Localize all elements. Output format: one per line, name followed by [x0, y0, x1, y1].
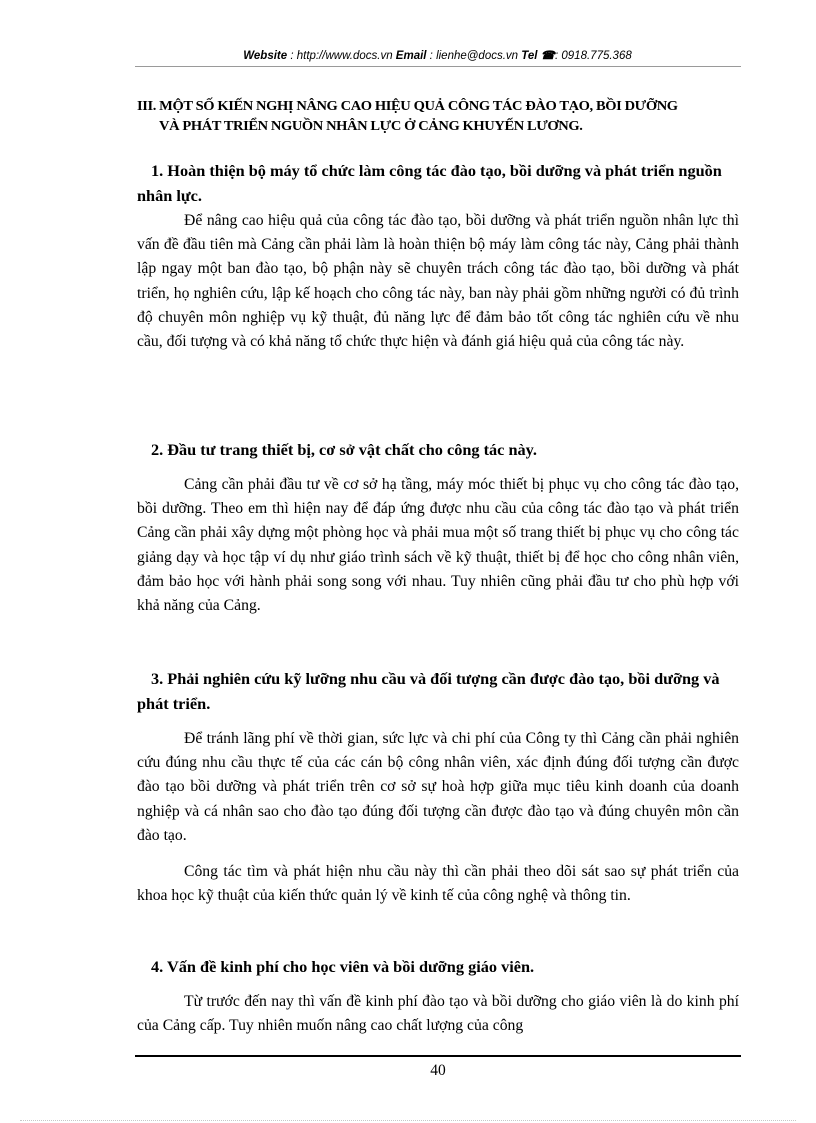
header-divider [135, 66, 741, 67]
section-title [137, 96, 747, 136]
heading-1: 1. Hoàn thiện bộ máy tổ chức làm công tác đào tạo, bồi dưỡng và phát triển nguồn nhân lực. [137, 161, 722, 205]
page-number: 40 [430, 1062, 446, 1079]
heading-4: 4. Vấn đề kinh phí cho học viên và bồi dưỡng giáo viên. [151, 957, 535, 976]
heading-2: 2. Đầu tư trang thiết bị, cơ sở vật chất cho công tác này. [151, 440, 537, 459]
paragraph-1: Để nâng cao hiệu quả của công tác đào tạo, bồi dưỡng và phát triển nguồn nhân lực thì vấn đề đầu tiên mà Cảng cần phải làm là hoàn thiện bộ máy làm công tác này, Cảng phải thành lập ngay một ban đào tạo, bộ phận này sẽ chuyên trách công tác đào tạo, bồi dưỡng và phát triển, họ nghiên cứu, lập kế hoạch cho công tác này, ban này phải gồm những người có đủ trình độ chuyên môn nghiệp vụ kỹ thuật, đủ năng lực để đảm bảo tốt công tác nghiên cứu về nhu cầu, đối tượng và có khả năng tổ chức thực hiện và đánh giá hiệu quả của công tác này. [137, 212, 739, 351]
website-label: Website [243, 50, 288, 62]
paragraph-4: Công tác tìm và phát hiện nhu cầu này thì cần phải theo dõi sát sao sự phát triển của khoa học kỹ thuật của kiến thức quản lý về kinh tế của công nghệ và thông tin. [137, 863, 739, 905]
footer-divider [135, 1055, 741, 1057]
section-title-line-2: VÀ PHÁT TRIỂN NGUỒN NHÂN LỰC Ở CẢNG KHUYẾN LƯƠNG. [159, 119, 583, 134]
phone-icon: ☎ [540, 50, 555, 62]
email-label: Email [395, 50, 427, 62]
heading-3: 3. Phải nghiên cứu kỹ lưỡng nhu cầu và đối tượng cần được đào tạo, bồi dưỡng và phát triển. [137, 669, 720, 713]
paragraph-2: Cảng cần phải đầu tư về cơ sở hạ tầng, máy móc thiết bị phục vụ cho công tác đào tạo, bồi dưỡng. Theo em thì hiện nay để đáp ứng được nhu cầu của công tác đào tạo và phát triển Cảng cần phải xây dựng một phòng học và phải mua một số trang thiết bị phục vụ cho công tác giảng dạy và học tập ví dụ như giáo trình sách về kỹ thuật, thiết bị để học cho công nhân viên, đảm bảo học với hành phải song song với nhau. Tuy nhiên cũng phải đầu tư cho phù hợp với khả năng của Cảng. [137, 476, 739, 615]
email-value: : lienhe@docs.vn [426, 50, 522, 62]
section-title-line-1: III. MỘT SỐ KIẾN NGHỊ NÂNG CAO HIỆU QUẢ CÔNG TÁC ĐÀO TẠO, BỒI DƯỠNG [137, 98, 678, 114]
paragraph-3: Để tránh lãng phí về thời gian, sức lực và chi phí của Công ty thì Cảng cần phải nghiên cứu đúng nhu cầu thực tế của các cán bộ công nhân viên, xác định đúng đối tượng cần được đào tạo bồi dưỡng và phát triển trên cơ sở sự hoà hợp giữa mục tiêu kinh doanh của doanh nghiệp và cá nhân sao cho đào tạo đúng đối tượng cần được đào tạo và đúng chuyên môn cần đào tạo. [137, 730, 739, 844]
tel-value: : 0918.775.368 [555, 50, 632, 62]
page-header [135, 48, 740, 62]
paragraph-5: Từ trước đến nay thì vấn đề kinh phí đào tạo và bồi dưỡng cho giáo viên là do kinh phí của Cảng cấp. Tuy nhiên muốn nâng cao chất lượng của công [137, 993, 739, 1035]
page-bottom-dotted-line [20, 1120, 796, 1121]
website-value: : http://www.docs.vn [287, 50, 396, 62]
tel-label: Tel [521, 50, 538, 62]
